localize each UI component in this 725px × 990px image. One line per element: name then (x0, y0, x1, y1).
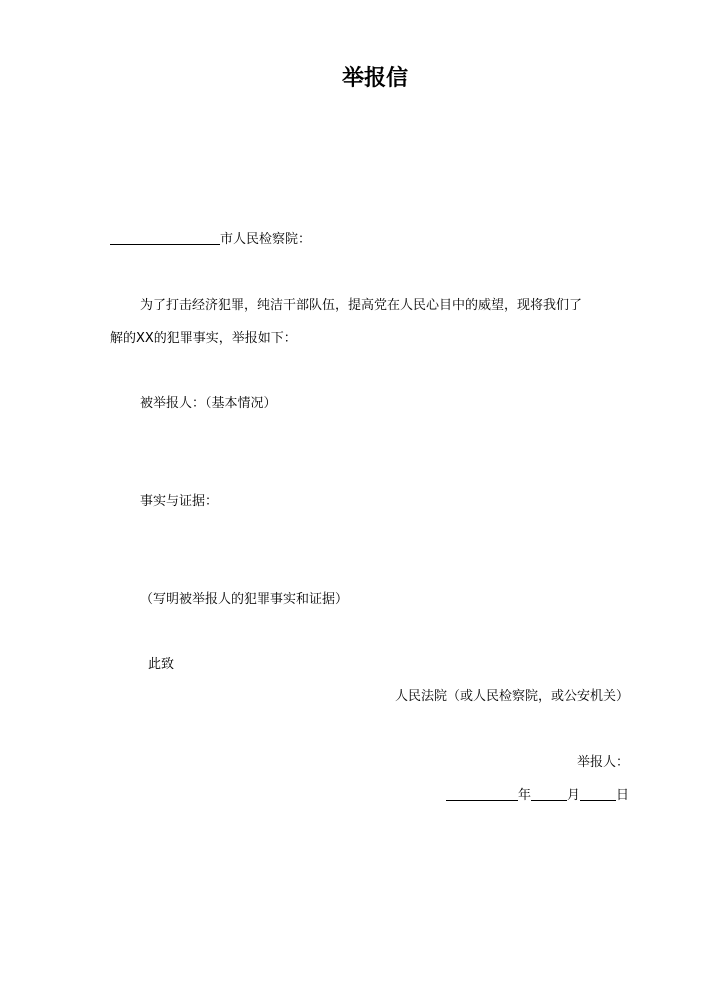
date-day-blank (580, 788, 616, 801)
intro-paragraph-line-2: 解的XX的犯罪事实，举报如下： (110, 331, 297, 346)
date-month-blank (531, 788, 567, 801)
intro-paragraph-line-1: 为了打击经济犯罪，纯洁干部队伍，提高党在人民心目中的威望，现将我们了 (140, 298, 583, 313)
accused-label: 被举报人：（基本情况） (140, 396, 277, 411)
date-line (446, 788, 629, 804)
addressee-suffix: 市人民检察院： (220, 232, 312, 247)
recipient-line: 人民法院（或人民检察院，或公安机关） (394, 689, 629, 704)
addressee-line (110, 232, 311, 248)
date-year-label: 年 (517, 788, 531, 803)
addressee-blank (110, 232, 220, 245)
date-day-label: 日 (615, 788, 629, 803)
facts-label: 事实与证据： (140, 494, 219, 509)
reporter-label: 举报人： (576, 755, 629, 770)
facts-hint: （写明被举报人的犯罪事实和证据） (140, 592, 349, 607)
closing-salutation: 此致 (148, 657, 175, 672)
date-month-label: 月 (566, 788, 580, 803)
document-title: 举报信 (341, 66, 408, 91)
date-year-blank (446, 788, 518, 801)
